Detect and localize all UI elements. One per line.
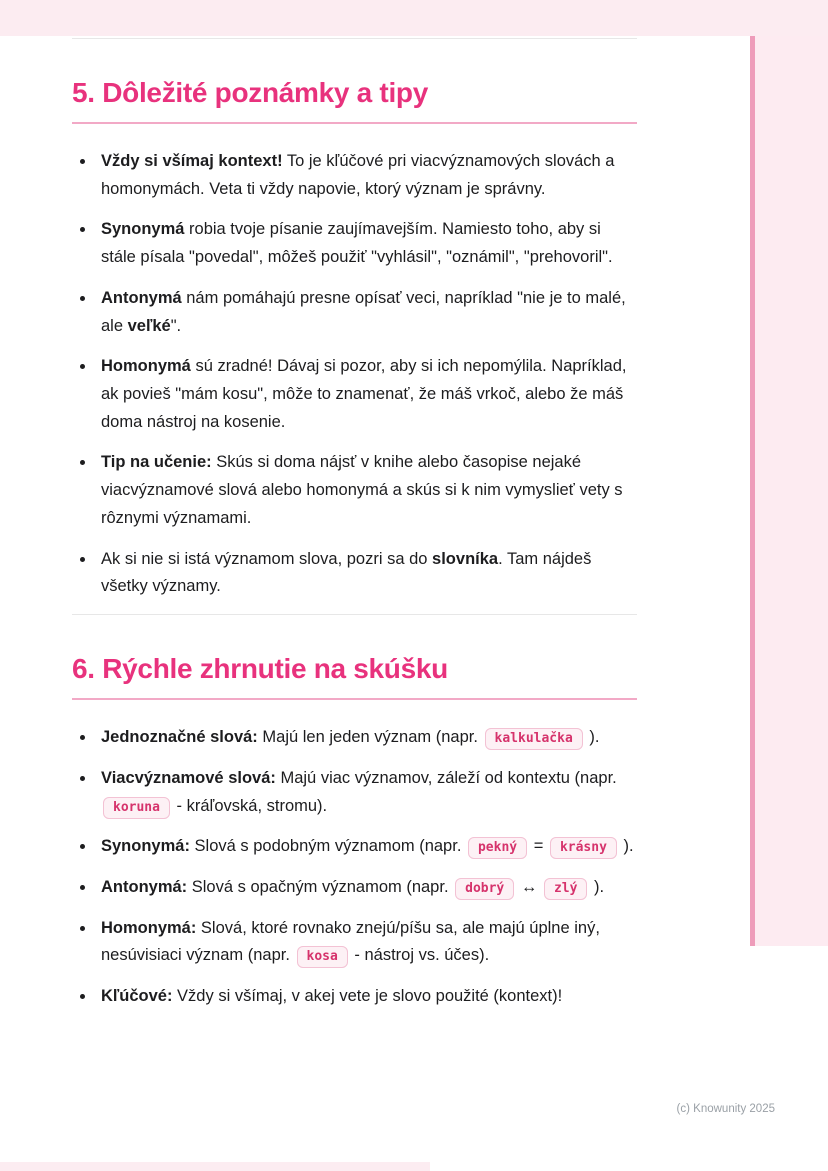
inline-code-chip: kalkulačka (485, 728, 583, 750)
body-text: sú zradné! Dávaj si pozor, aby si ich nepomýlila. Napríklad, ak povieš "mám kosu", môže to znamenať, že máš vrkoč, alebo že máš doma nástroj na kosenie. (101, 357, 627, 431)
bold-text: Vždy si všímaj kontext! (101, 152, 283, 170)
section-6-title-underline (72, 698, 637, 700)
list-item (96, 216, 637, 271)
inline-code-chip: dobrý (455, 878, 514, 900)
list-item (96, 874, 637, 902)
body-text: nám pomáhajú presne opísať veci, napríklad "nie je to malé, ale (101, 288, 626, 335)
body-text: - kráľovská, stromu). (171, 796, 328, 815)
inline-code-chip: koruna (103, 797, 170, 819)
bold-text: slovníka (432, 549, 499, 568)
body-text: robia tvoje písanie zaujímavejším. Namiesto toho, aby si stále písala "povedal", môžeš použiť "vyhlásil", "oznámil", "prehovoril". (101, 220, 613, 267)
bold-text: Jednoznačné slová: (101, 728, 258, 747)
body-text: Majú len jeden význam (napr. (257, 728, 483, 747)
section-6-bullet-list (72, 724, 637, 1011)
bold-text: veľké (127, 316, 171, 335)
list-item (96, 285, 637, 340)
list-item (96, 915, 637, 970)
section-5-bullet-list (72, 148, 637, 601)
body-text: - nástroj vs. účes). (349, 946, 490, 965)
bold-text: Homonymá: (101, 918, 197, 937)
body-text: ". (170, 316, 182, 335)
footer-copyright: (c) Knowunity 2025 (676, 1103, 775, 1115)
inline-code-chip: pekný (468, 837, 527, 859)
list-item (96, 983, 637, 1011)
content-card (36, 36, 750, 1064)
list-item (96, 833, 637, 861)
list-item (96, 546, 637, 601)
list-item (96, 148, 637, 203)
bottom-accent-band (0, 1162, 430, 1171)
bold-text: Antonymá (101, 288, 182, 307)
section-5-title: 5. Dôležité poznámky a tipy (72, 77, 428, 108)
section-6-title: 6. Rýchle zhrnutie na skúšku (72, 653, 448, 685)
inline-code-chip: krásny (550, 837, 617, 859)
body-text: Slová s opačným významom (napr. (187, 877, 454, 896)
bold-text: Synonymá (101, 220, 185, 239)
list-item (96, 765, 637, 820)
bold-text: Synonymá: (101, 837, 190, 856)
inline-code-chip: zlý (544, 878, 587, 900)
body-text: Majú viac významov, záleží od kontextu (napr. (275, 768, 617, 787)
list-item (96, 353, 637, 436)
bold-text: Antonymá: (101, 877, 188, 896)
inline-code-chip: kosa (297, 946, 348, 968)
body-text: Skús si doma nájsť v knihe alebo časopise nejaké viacvýznamové slová alebo homonymá a skús si k nim vymyslieť vety s rôznymi významami. (101, 453, 623, 527)
body-text: Slová s podobným významom (napr. (189, 837, 466, 856)
body-text: To je kľúčové pri viacvýznamových slovách a homonymách. Veta ti vždy napovie, ktorý význam je správny. (101, 152, 615, 198)
top-divider (72, 38, 637, 39)
section-divider (72, 614, 637, 615)
section-5-title-underline (72, 122, 637, 124)
body-text: Slová, ktoré rovnako znejú/píšu sa, ale majú úplne iný, nesúvisiaci význam (napr. (101, 918, 600, 965)
body-text: Ak si nie si istá významom slova, pozri sa do (101, 549, 433, 568)
body-text: = (529, 837, 548, 856)
right-accent-bar (755, 36, 828, 946)
list-item (96, 449, 637, 532)
body-text: . Tam nájdeš všetky významy. (101, 549, 592, 596)
bold-text: Kľúčové: (101, 987, 173, 1006)
body-text: ). (584, 728, 600, 747)
body-text: ). (589, 877, 605, 896)
bold-text: Homonymá (101, 357, 191, 376)
body-text: ). (618, 837, 634, 856)
bold-text: Viacvýznamové slová: (101, 768, 276, 787)
top-accent-band (0, 0, 828, 36)
body-text: ↔ (516, 877, 542, 896)
list-item (96, 724, 637, 752)
bold-text: Tip na učenie: (101, 453, 212, 472)
right-accent-line (750, 36, 755, 946)
body-text: Vždy si všímaj, v akej vete je slovo použité (kontext)! (172, 987, 563, 1006)
